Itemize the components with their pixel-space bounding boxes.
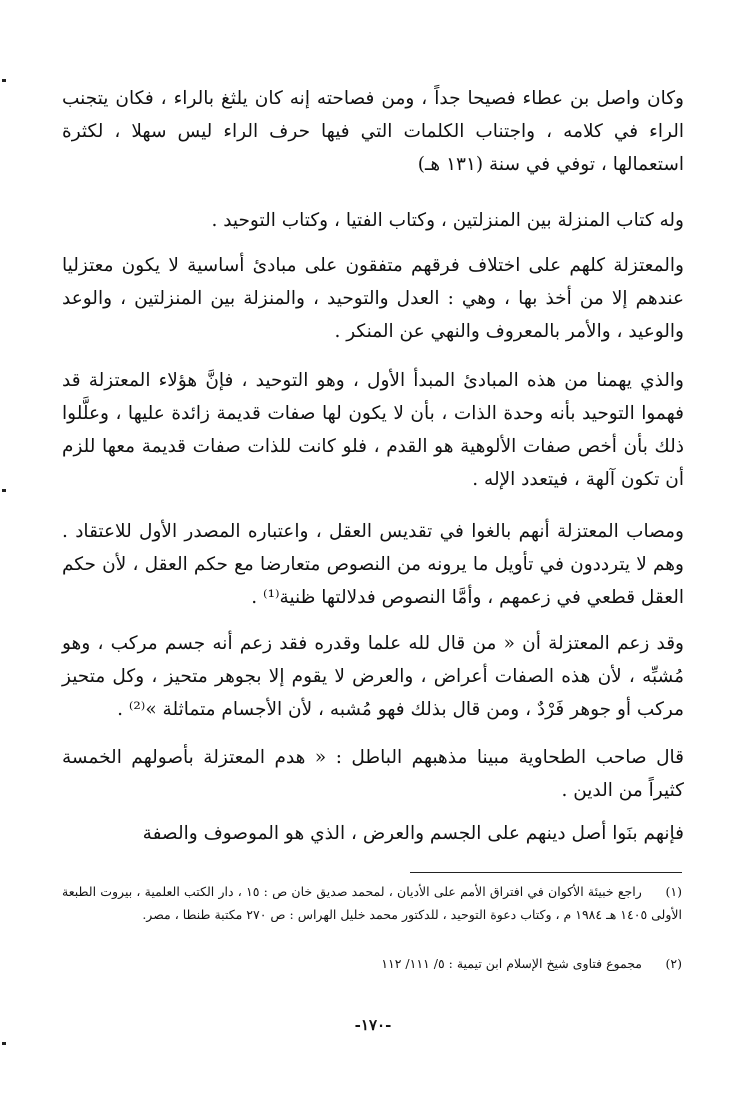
page-number: -١٧٠- xyxy=(354,1016,392,1034)
scan-mark-top xyxy=(2,79,6,82)
footnote-1-text: راجع خبيئة الأكوان في افتراق الأمم على الأديان ، لمحمد صديق خان ص : ١٥ ، دار الكتب العلمية ، بيروت الطبعة الأولى ١٤٠٥ هـ ١٩٨٤ م ، وكتاب دعوة التوحيد ، للدكتور محمد خليل الهراس : ص ٢٧٠ مكتبة طنطا ، مصر. xyxy=(62,884,682,922)
footnote-2 xyxy=(62,952,682,975)
paragraph-attributes-claim: وقد زعم المعتزلة أن « من قال لله علما وقدره فقد زعم أنه جسم مركب ، وهو مُشبِّه ، لأن هذه الصفات أعراض ، والعرض لا يقوم إلا بجوهر متحيز ، وكل متحيز مركب أو جوهر فَرْدٌ ، ومن قال بذلك فهو مُشبه ، لأن الأجسام متماثلة »⁽²⁾ . xyxy=(62,633,684,720)
footnote-2-number: (٢) xyxy=(665,956,682,971)
scan-mark-middle xyxy=(2,489,6,492)
paragraph-wasil-ibn-ata: وكان واصل بن عطاء فصيحا جداً ، ومن فصاحته إنه كان يلثغ بالراء ، فكان يتجنب الراء في كلامه ، واجتناب الكلمات التي فيها حرف الراء ليس سهلا ، لكثرة استعمالها ، توفي في سنة (١٣١ هـ) xyxy=(62,88,684,175)
scan-mark-bottom xyxy=(2,1042,6,1045)
footnote-2-text: مجموع فتاوى شيخ الإسلام ابن تيمية : ٥/ ١١١/ ١١٢ xyxy=(381,956,643,971)
paragraph-body-accident: فإنهم بنَوا أصل دينهم على الجسم والعرض ، الذي هو الموصوف والصفة xyxy=(142,823,684,844)
paragraph-tahawiyya-quote: قال صاحب الطحاوية مبينا مذهبهم الباطل : « هدم المعتزلة بأصولهم الخمسة كثيراً من الدين . xyxy=(62,747,684,801)
footnote-1-number: (١) xyxy=(665,884,682,899)
paragraph-books: وله كتاب المنزلة بين المنزلتين ، وكتاب الفتيا ، وكتاب التوحيد . xyxy=(211,210,684,231)
paragraph-reason: ومصاب المعتزلة أنهم بالغوا في تقديس العقل ، واعتباره المصدر الأول للاعتقاد . وهم لا يترددون في تأويل ما يرونه من النصوص متعارضا مع حكم العقل ، لأن حكم العقل قطعي في زعمهم ، وأمَّا النصوص فدلالتها ظنية⁽¹⁾ . xyxy=(62,521,684,608)
paragraph-tawhid: والذي يهمنا من هذه المبادئ المبدأ الأول ، وهو التوحيد ، فإنَّ هؤلاء المعتزلة قد فهموا التوحيد بأنه وحدة الذات ، بأن لا يكون لها صفات قديمة زائدة عليها ، وعلَّلوا ذلك بأن أخص صفات الألوهية هو القدم ، فلو كانت للذات صفات قديمة معها للزم أن تكون آلهة ، فيتعدد الإله . xyxy=(62,370,684,490)
footnote-1 xyxy=(62,880,682,926)
footnote-divider xyxy=(410,872,682,873)
paragraph-principles: والمعتزلة كلهم على اختلاف فرقهم متفقون على مبادئ أساسية لا يكون معتزليا عندهم إلا من أخذ بها ، وهي : العدل والتوحيد ، والمنزلة بين المنزلتين ، والوعد والوعيد ، والأمر بالمعروف والنهي عن المنكر . xyxy=(62,255,684,342)
